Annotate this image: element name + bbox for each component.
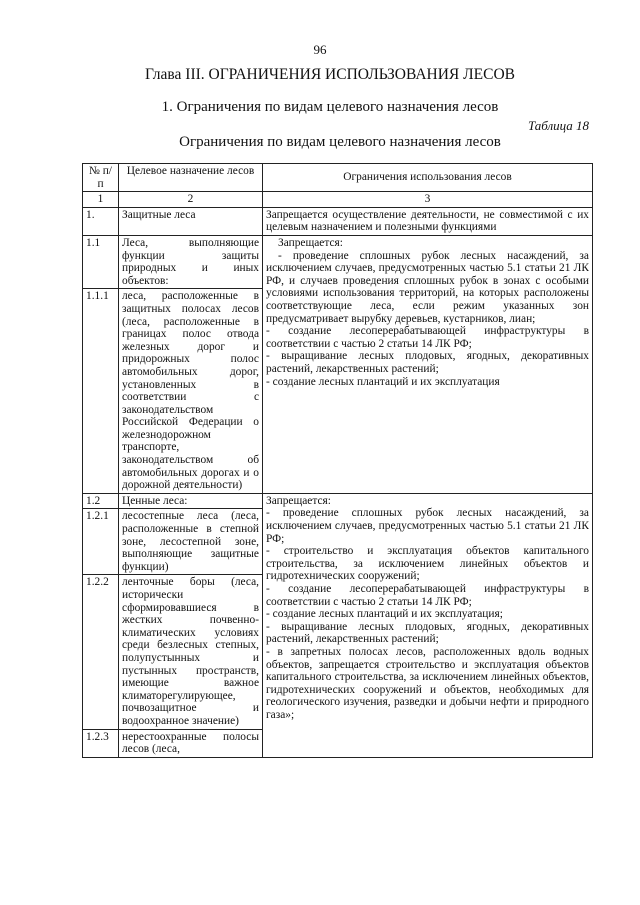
row-number: 1.2.2 [83, 575, 119, 729]
column-number-2: 2 [119, 192, 263, 208]
page-number: 96 [313, 42, 327, 57]
row-restriction [263, 493, 593, 757]
row-purpose: ленточные боры (леса, исторически сформировавшиеся в жестких почвенно-климатических условиях среди безлесных степных, полупустынных и пустынных пространств, имеющие важное климаторегулирующее, почвозащитное и водоохранное значение) [119, 575, 263, 729]
header-purpose: Целевое назначение лесов [119, 164, 263, 192]
restriction-line: - в запретных полосах лесов, расположенных вдоль водных объектов, запрещается строительство и эксплуатация объектов капитального строительства, за исключением линейных объектов, гидротехнических сооружений и объектов, необходимых для геологического изучения, разведки и добычи нефти и природного газа»; [266, 645, 589, 721]
row-purpose: Леса, выполняющие функции защиты природных и иных объектов: [119, 235, 263, 288]
restriction-line: Запрещается: [266, 494, 331, 507]
row-number: 1.2.3 [83, 729, 119, 757]
restriction-line: - проведение сплошных рубок лесных насаждений, за исключением случаев, предусмотренных частью 5.1 статьи 21 ЛК РФ, и случаев проведения сплошных рубок в зонах с особыми условиями использования территорий, на которых расположены соответствующие леса, если режим указанных зон предусматривает вырубку деревьев, кустарников, лиан; [266, 249, 589, 325]
row-number: 1.2 [83, 493, 119, 509]
table-header-row [83, 164, 593, 192]
header-restrictions: Ограничения использования лесов [263, 164, 593, 192]
column-number-3: 3 [263, 192, 593, 208]
table-row [83, 493, 593, 509]
row-purpose: нерестоохранные полосы лесов (леса, [119, 729, 263, 757]
row-number: 1.1 [83, 235, 119, 288]
row-purpose: леса, расположенные в защитных полосах лесов (леса, расположенные в границах полос отвода железных дорог и придорожных полос автомобильных дорог, установленных в соответствии с законодательством Российской Федерации о железнодорожном транспорте, законодательством об автомобильных дорогах и о дорожной деятельности) [119, 289, 263, 494]
restriction-line: - создание лесных плантаций и их эксплуатация [266, 375, 500, 388]
restriction-line: - выращивание лесных плодовых, ягодных, декоративных растений, лекарственных растений; [266, 620, 589, 646]
table-title: Ограничения по видам целевого назначения лесов [179, 134, 501, 150]
row-number: 1.1.1 [83, 289, 119, 494]
restriction-line: - создание лесных плантаций и их эксплуатация; [266, 608, 503, 621]
table-column-number-row [83, 192, 593, 208]
row-restriction [263, 235, 593, 493]
restriction-line: - проведение сплошных рубок лесных насаждений, за исключением случаев, предусмотренных частью 5.1 статьи 21 ЛК РФ; [266, 507, 589, 545]
restrictions-table [82, 163, 593, 758]
chapter-title: Глава III. ОГРАНИЧЕНИЯ ИСПОЛЬЗОВАНИЯ ЛЕСОВ [145, 66, 515, 83]
restriction-line: - строительство и эксплуатация объектов капитального строительства, за исключением линейных объектов и гидротехнических сооружений; [266, 545, 589, 583]
restriction-line: - выращивание лесных плодовых, ягодных, декоративных растений, лекарственных растений; [266, 350, 589, 375]
table-row [83, 207, 593, 235]
column-number-1: 1 [83, 192, 119, 208]
restriction-line: - создание лесоперерабатывающей инфраструктуры в соответствии с частью 2 статьи 14 ЛК РФ; [266, 583, 589, 608]
row-purpose: лесостепные леса (леса, расположенные в степной зоне, лесостепной зоне, выполняющие защитные функции) [119, 509, 263, 575]
row-purpose: Защитные леса [119, 207, 263, 235]
table-number: Таблица 18 [528, 118, 590, 133]
row-restriction: Запрещается осуществление деятельности, не совместимой с их целевым назначением и полезными функциями [263, 207, 593, 235]
restriction-line: Запрещается: [278, 236, 343, 249]
row-purpose: Ценные леса: [119, 493, 263, 509]
row-number: 1. [83, 207, 119, 235]
restriction-line: - создание лесоперерабатывающей инфраструктуры в соответствии с частью 2 статьи 14 ЛК РФ; [266, 325, 589, 350]
header-number: № п/п [83, 164, 119, 192]
section-title: 1. Ограничения по видам целевого назначения лесов [161, 99, 499, 115]
row-number: 1.2.1 [83, 509, 119, 575]
table-row [83, 235, 593, 288]
